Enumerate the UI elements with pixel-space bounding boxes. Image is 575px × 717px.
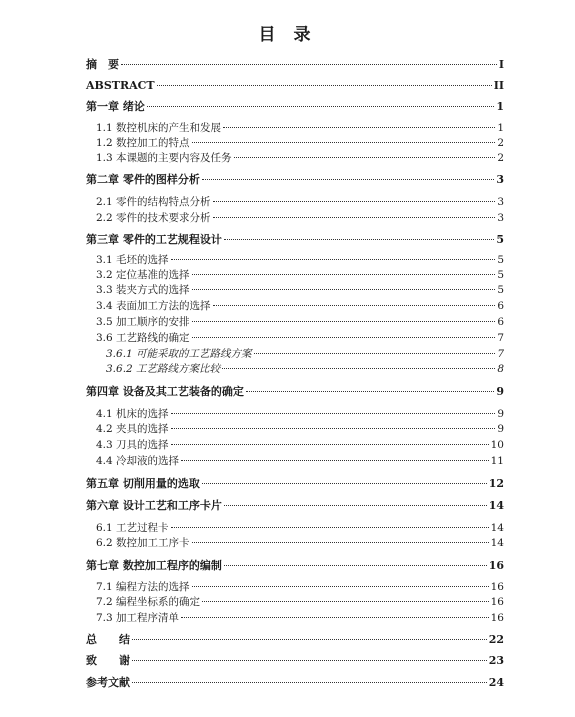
toc-entry-page-number: I xyxy=(498,58,504,71)
toc-entry-label: 3.6.1 可能采取的工艺路线方案 xyxy=(106,348,252,360)
toc-entry-page-number: 12 xyxy=(488,477,504,490)
toc-entry-page-number: 5 xyxy=(496,233,504,246)
toc-entry-label: 3.4 表面加工方法的选择 xyxy=(96,300,211,312)
toc-entry-section xyxy=(86,194,504,210)
toc-entry-section xyxy=(86,610,504,626)
toc-entry-chapter xyxy=(86,78,504,94)
dot-leader xyxy=(157,85,492,86)
dot-leader xyxy=(192,274,496,275)
dot-leader xyxy=(171,444,489,445)
toc-entry-chapter xyxy=(86,476,504,492)
toc-entry-page-number: 6 xyxy=(497,300,504,312)
toc-entry-section xyxy=(86,210,504,226)
toc-entry-page-number: 6 xyxy=(497,316,504,328)
dot-leader xyxy=(192,337,496,338)
toc-entry-page-number: 5 xyxy=(497,269,504,281)
toc-entry-label: 7.3 加工程序清单 xyxy=(96,612,180,624)
toc-entry-label: 第六章 设计工艺和工序卡片 xyxy=(86,499,222,512)
toc-entry-page-number: 10 xyxy=(490,439,504,451)
toc-entry-section xyxy=(86,579,504,595)
dot-leader xyxy=(147,106,495,107)
toc-entry-page-number: 16 xyxy=(488,559,504,572)
dot-leader xyxy=(181,460,489,461)
dot-leader xyxy=(192,321,496,322)
toc-entry-label: 7.2 编程坐标系的确定 xyxy=(96,596,201,608)
dot-leader xyxy=(222,368,495,369)
toc-entry-label: 3.6 工艺路线的确定 xyxy=(96,332,190,344)
toc-entry-label: 总 结 xyxy=(86,633,130,646)
dot-leader xyxy=(132,639,487,640)
toc-entry-chapter xyxy=(86,384,504,400)
toc-entry-label: 4.3 刀具的选择 xyxy=(96,439,169,451)
dot-leader xyxy=(192,586,489,587)
toc-entry-page-number: 7 xyxy=(497,348,504,360)
dot-leader xyxy=(181,617,489,618)
toc-entry-page-number: 1 xyxy=(497,122,504,134)
toc-entry-label: 1.2 数控加工的特点 xyxy=(96,137,190,149)
dot-leader xyxy=(202,179,495,180)
dot-leader xyxy=(171,527,489,528)
toc-entry-section xyxy=(86,406,504,422)
toc-entry-page-number: II xyxy=(493,79,504,92)
toc-entry-page-number: 7 xyxy=(497,332,504,344)
dot-leader xyxy=(171,259,496,260)
toc-entry-page-number: 3 xyxy=(497,196,504,208)
toc-entry-section xyxy=(86,135,504,151)
toc-title: 目 录 xyxy=(258,25,317,45)
dot-leader xyxy=(224,239,495,240)
toc-entry-page-number: 14 xyxy=(490,537,504,549)
toc-entry-page-number: 23 xyxy=(488,654,504,667)
toc-entry-page-number: 14 xyxy=(488,499,504,512)
toc-entry-chapter xyxy=(86,675,504,691)
toc-entry-section xyxy=(86,453,504,469)
toc-entry-label: 3.1 毛坯的选择 xyxy=(96,254,169,266)
toc-entry-section xyxy=(86,594,504,610)
toc-entry-page-number: 8 xyxy=(497,363,504,375)
dot-leader xyxy=(223,127,495,128)
toc-entry-section xyxy=(86,267,504,283)
toc-entry-label: 2.2 零件的技术要求分析 xyxy=(96,212,211,224)
toc-entry-label: 6.1 工艺过程卡 xyxy=(96,522,169,534)
toc-entry-page-number: 9 xyxy=(497,408,504,420)
toc-entry-chapter xyxy=(86,632,504,648)
toc-entry-label: 4.2 夹具的选择 xyxy=(96,423,169,435)
dot-leader xyxy=(213,201,496,202)
toc-entry-label: ABSTRACT xyxy=(86,79,155,92)
toc-entry-label: 第二章 零件的图样分析 xyxy=(86,173,200,186)
toc-entry-chapter xyxy=(86,653,504,669)
dot-leader xyxy=(213,217,496,218)
toc-entry-section xyxy=(86,437,504,453)
dot-leader xyxy=(202,483,487,484)
toc-entry-chapter xyxy=(86,498,504,514)
toc-entry-label: 第四章 设备及其工艺装备的确定 xyxy=(86,385,244,398)
dot-leader xyxy=(202,601,489,602)
toc-entry-page-number: 9 xyxy=(497,423,504,435)
toc-entry-label: 3.6.2 工艺路线方案比较 xyxy=(106,363,221,375)
toc-entry-page-number: 14 xyxy=(490,522,504,534)
dot-leader xyxy=(224,565,487,566)
toc-entry-page-number: 5 xyxy=(497,284,504,296)
dot-leader xyxy=(192,289,496,290)
toc-entry-section xyxy=(86,421,504,437)
toc-entry-label: 3.2 定位基准的选择 xyxy=(96,269,190,281)
dot-leader xyxy=(171,428,496,429)
dot-leader xyxy=(132,660,487,661)
toc-entry-label: 第五章 切削用量的选取 xyxy=(86,477,200,490)
toc-entry-section xyxy=(86,298,504,314)
toc-entry-chapter xyxy=(86,558,504,574)
dot-leader xyxy=(224,505,487,506)
toc-entry-label: 参考文献 xyxy=(86,676,130,689)
toc-entry-label: 第一章 绪论 xyxy=(86,100,145,113)
toc-entry-section xyxy=(86,330,504,346)
toc-entry-page-number: 16 xyxy=(490,596,504,608)
toc-entry-section xyxy=(86,535,504,551)
toc-entry-chapter xyxy=(86,99,504,115)
toc-entry-label: 3.3 装夹方式的选择 xyxy=(96,284,190,296)
dot-leader xyxy=(121,64,497,65)
toc-entry-label: 4.4 冷却液的选择 xyxy=(96,455,180,467)
toc-entry-page-number: 3 xyxy=(497,212,504,224)
dot-leader xyxy=(234,157,496,158)
toc-entry-page-number: 2 xyxy=(497,152,504,164)
toc-entry-page-number: 3 xyxy=(496,173,504,186)
toc-entry-label: 1.1 数控机床的产生和发展 xyxy=(96,122,222,134)
toc-entry-section xyxy=(86,120,504,136)
toc-entry-label: 第三章 零件的工艺规程设计 xyxy=(86,233,222,246)
toc-entry-label: 第七章 数控加工程序的编制 xyxy=(86,559,222,572)
toc-entry-subsection xyxy=(86,346,504,362)
dot-leader xyxy=(213,305,496,306)
toc-entry-label: 摘 要 xyxy=(86,58,119,71)
dot-leader xyxy=(192,542,489,543)
toc-entry-section xyxy=(86,150,504,166)
dot-leader xyxy=(171,413,496,414)
toc-entry-label: 3.5 加工顺序的安排 xyxy=(96,316,190,328)
toc-entry-label: 致 谢 xyxy=(86,654,130,667)
toc-entry-section xyxy=(86,252,504,268)
toc-entry-page-number: 1 xyxy=(496,100,504,113)
toc-entry-page-number: 2 xyxy=(497,137,504,149)
toc-entry-chapter xyxy=(86,172,504,188)
dot-leader xyxy=(192,142,496,143)
toc-entry-section xyxy=(86,282,504,298)
toc-entry-page-number: 22 xyxy=(488,633,504,646)
toc-entry-page-number: 5 xyxy=(497,254,504,266)
toc-entry-subsection xyxy=(86,361,504,377)
toc-entry-chapter xyxy=(86,57,504,73)
toc-entry-label: 6.2 数控加工工序卡 xyxy=(96,537,190,549)
toc-entry-chapter xyxy=(86,232,504,248)
toc-entry-label: 4.1 机床的选择 xyxy=(96,408,169,420)
dot-leader xyxy=(132,682,487,683)
toc-entry-page-number: 16 xyxy=(490,612,504,624)
toc-entry-label: 2.1 零件的结构特点分析 xyxy=(96,196,211,208)
dot-leader xyxy=(254,353,496,354)
toc-entry-page-number: 11 xyxy=(490,455,504,467)
toc-entry-section xyxy=(86,520,504,536)
toc-entry-page-number: 24 xyxy=(488,676,504,689)
toc-entry-section xyxy=(86,314,504,330)
toc-entry-page-number: 16 xyxy=(490,581,504,593)
toc-entry-label: 7.1 编程方法的选择 xyxy=(96,581,190,593)
toc-entry-label: 1.3 本课题的主要内容及任务 xyxy=(96,152,232,164)
toc-entry-page-number: 9 xyxy=(496,385,504,398)
dot-leader xyxy=(246,391,495,392)
